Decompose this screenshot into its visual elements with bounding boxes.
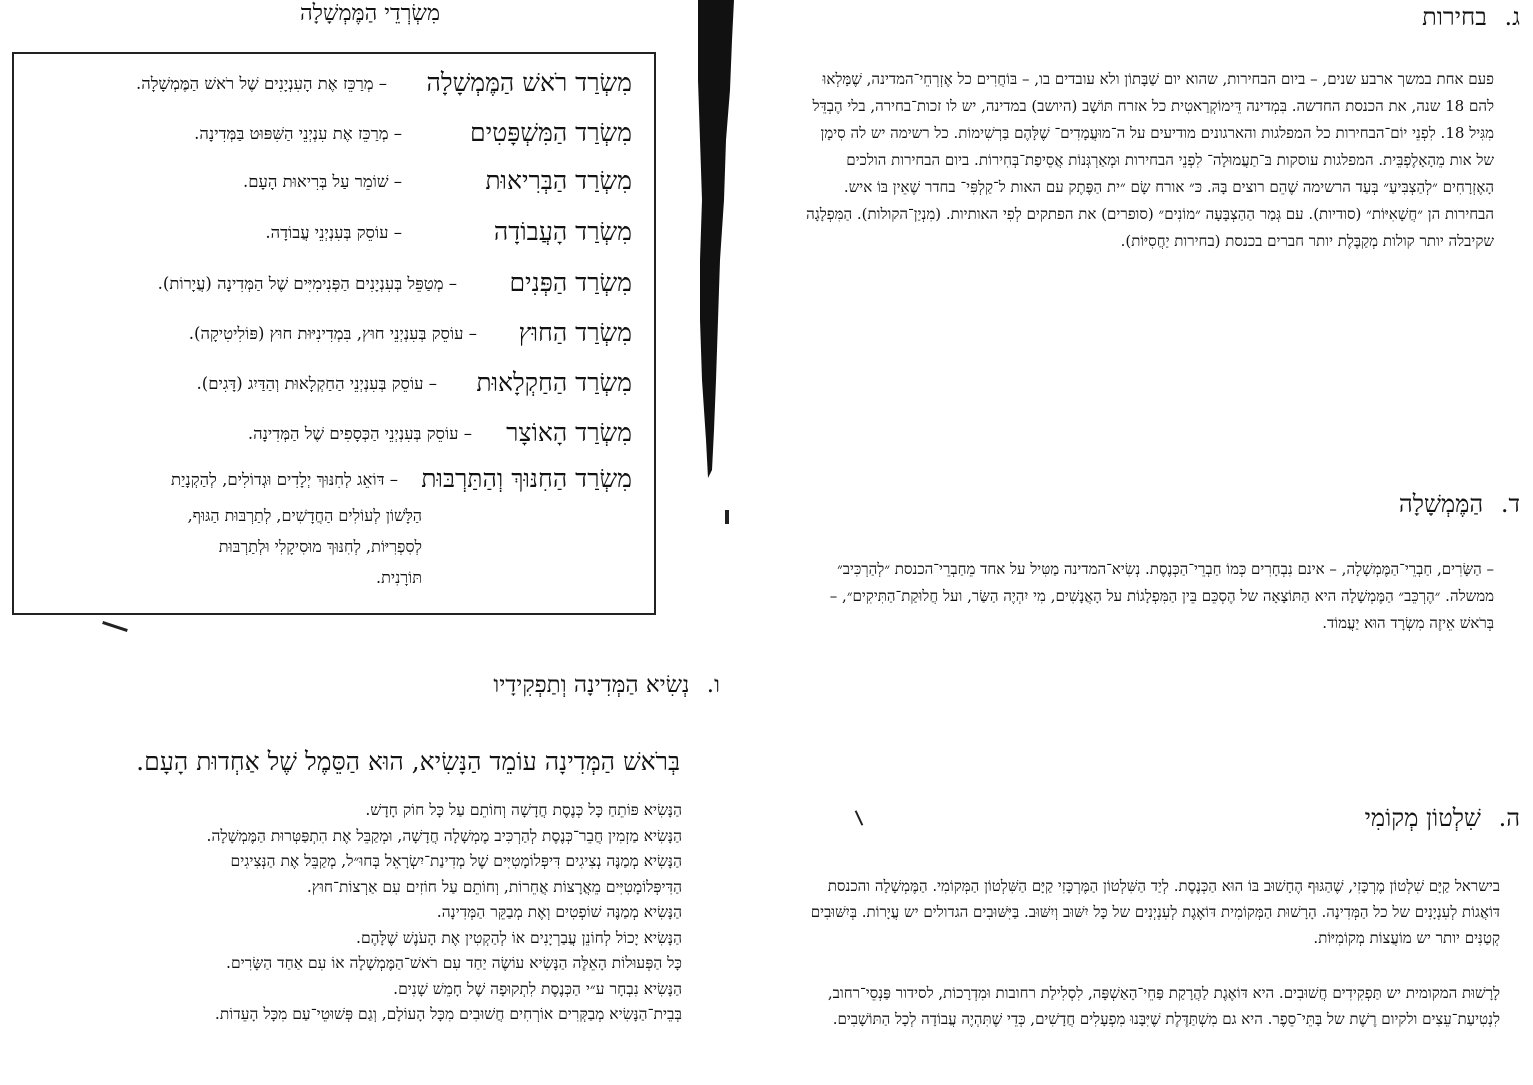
section-title: שִׁלְטוֹן מְקוֹמִי [1364,804,1481,832]
ministry-row [22,166,632,206]
ministry-name: מִשְׂרַד הַחִנּוּךְ וְהַתַּרְבּוּת [421,464,632,493]
ministry-row [22,418,632,458]
ministry-name: מִשְׂרַד רֹאשׁ הַמֶּמְשָׁלָה [426,68,632,97]
section-number: ד. [1500,490,1520,518]
duty-line: הַנָּשִׂיא נִבְחָר ע״י הַכְּנֶסֶת לִתְקוּפָה שֶׁל חָמֵשׁ שָׁנִים. [393,979,682,998]
government-heading [1260,490,1520,519]
duty-line: הַדִּיפְּלוֹמָטִיִּים מֵאֲרָצוֹת אֲחֵרוֹת, וְחוֹתֵם עַל חוֹזִים עִם אַרְצוֹת־חוּץ. [306,877,682,896]
scan-mark [725,510,729,524]
section-number: ה. [1498,804,1520,832]
ministry-row [22,217,632,257]
ministry-name: מִשְׂרַד הָעֲבוֹדָה [493,217,632,246]
ministry-name: מִשְׂרַד הַבְּרִיאוּת [485,166,632,195]
ministry-desc: – מְטַפֵּל בְּעִנְיָנִים הַפְּנִימִיִּים שֶׁל הַמְּדִינָה (עֲיָרוֹת). [157,274,457,293]
ministry-row [22,368,632,408]
binding-shadow [690,0,740,480]
ministry-row [22,464,632,504]
ministry-desc: – מְרַכֵּז אֶת הָעִנְיָנִים שֶׁל רֹאשׁ הַמֶּמְשָׁלָה. [135,74,387,93]
ministry-name: מִשְׂרַד הַמִּשְׁפָּטִים [469,118,632,147]
ministry-name: מִשְׂרַד הַפְּנִים [509,268,632,297]
ministry-extra-line: לְסִפְרִיּוֹת, לְחִנּוּךְ מוּסִיקָלִי וּלְתַרְבּוּת [218,537,422,556]
ministry-name: מִשְׂרַד הַחַקְלָאוּת [476,368,632,397]
ministry-extra-line: תּוֹרָנִית. [376,568,422,587]
ministries-title: מִשְׂרְדֵי הַמֶּמְשָׁלָה [299,1,441,26]
ministry-row [22,68,632,108]
ministry-name: מִשְׂרַד הָאוֹצָר [506,418,632,447]
duty-line: כָּל הַפְּעוּלוֹת הָאֵלֶּה הַנָּשִׂיא עוֹשֶׂה יַחַד עִם רֹאשׁ־הַמֶּמְשָׁלָה אוֹ עִם אַחַד הַשָּׂרִים. [226,954,682,972]
scan-mark [855,810,864,825]
ministry-row [22,318,632,358]
duty-line: הַנָּשִׂיא פּוֹתֵחַ כָּל כְּנֶסֶת חֲדָשָׁה וְחוֹתֵם עַל כָּל חוֹק חָדָשׁ. [365,801,682,819]
duty-line: הַנָּשִׂיא מַזְמִין חֲבֵר־כְּנֶסֶת לְהַרְכִּיב מֶמְשָׁלָה חֲדָשָׁה, וּמְקַבֵּל אֶת הִתְפַּטְּרוּת הַמֶּמְשָׁלָה. [206,826,682,845]
ministry-row [22,268,632,308]
ministry-desc: – דּוֹאֵג לְחִנּוּךְ יְלָדִים וּגְדוֹלִים, לְהַקְנָיַת [171,470,398,489]
ministry-desc: – מְרַכֵּז אֶת עִנְיְנֵי הַשִּׁפּוּט בַּמְּדִינָה. [194,124,402,143]
ministry-row [22,118,632,158]
ministry-desc: – עוֹסֵק בְּעִנְיְנֵי עֲבוֹדָה. [265,223,402,242]
president-intro: בְּרֹאשׁ הַמְּדִינָה עוֹמֵד הַנָּשִׂיא, הוּא הַסֵּמֶל שֶׁל אַחְדוּת הָעָם. [136,747,680,776]
ministry-desc: – עוֹסֵק בְּעִנְיְנֵי הַכְּסָפִים שֶׁל הַמְּדִינָה. [247,424,472,443]
section-title: נְשִׂיא הַמְּדִינָה וְתַפְקִידָיו [493,672,690,698]
president-duties [6,798,682,1028]
ministry-extra-line: הַלָּשׁוֹן לְעוֹלִים הַחֲדָשִׁים, לְתַרְבּוּת הַגּוּף, [187,506,422,525]
scan-mark [102,621,128,632]
ministry-extra-lines [42,500,422,593]
duty-line: הַנָּשִׂיא יָכוֹל לְחוֹנֵן עֲבַרְיָנִים אוֹ לְהַקְטִין אֶת הָעֹנֶשׁ שֶׁלָּהֶם. [356,928,682,947]
elections-paragraph: פעם אחת במשך ארבע שנים, – ביום הבחירות, שהוא יום שַׁבָּתוֹן ולא עובדים בו, – בּוֹחֲרִים כל אֶזְרְחֵי־המדינה, שֶׁמָּלְאוּ להם 18 שנה, את הכנסת החדשה. בִּמְדינה דֵּימוֹקְרַאטִית כל אזרח תּוֹשָׁב (היושב) במדינה, יש לו זכות־בחירה, בלי הֶבְדֵּל מִגִּיל 18. לִפְנֵי יוֹם־הבחירות כל המפלגות והארגונים מודיעים על ה־מוּעֲמָדִים־ שֶׁלָּהֶם בַּרְשִׁימוֹת. כל רשימה יש לה סִימָן של אות מֵהָאָלֶפְבֵּית. המפלגות עוסקות בּ־תַעֲמוּלָה־ לִפְנֵי הבחירות וּמְאַרְגְּנוֹת אֲסֵיפַת־בְּחִירוֹת. ביום הבחירות הולכים הָאֶזְרָחִים ״לְהַצְבִּיעַ״ בְּעַד הרשימה שֶׁהֵם רוצים בָּהּ. כּ״ אורח שָׂם ״ית הַפֶּתֶק עם האות ל־קַלְפִּי־ בחדר שֶׁאֵין בּוֹ איש. הבחירות הן ״חֲשָׁאִיּוֹת״ (סודיות). עם גְּמַר הַהַצְבָּעָה ״מוֹנִים״ (סופרים) את הפתקים לְפִי האותיות. (מִנְיַן־הקולות). הַמִּפְלָגָה שקיבלה יותר קולות מְקַבֶּלֶת יותר חברים בכנסת (בחירות יַחֲסִיּוֹת). [806,70,1494,250]
government-paragraph: – הַשָּׂרִים, חַבְרֵי־הַמֶּמְשָׁלָה, – אינם נִבְחָרִים כְּמוֹ חַבְרֵי־הַכְּנֶסֶת. נְשִׂיא־המדינה מַטִּיל על אחד מֵחַבְרֵי־הכנסת ״לְהַרְכִּיב״ ממשלה. ״הֶרְכֵּב״ הַמֶּמְשָׁלָה היא הַתּוֹצָאָה של הֶסְכֵּם בֵּין הַמִּפְלָגוֹת על הָאֲנָשִׁים, מִי יִהְיֶה הַשַּׂר, ועל חֲלוּקַת־הַתִּיקִים״, – בְּרֹאשׁ אֵיזֶה מִשְׂרָד הוּא יַעֲמוֹד. [829,560,1494,632]
local-government-paragraph: בישראל קַיָּם שִׁלְטוֹן מֶרְכָּזִי, שֶׁהַגּוּף הֶחָשׁוּב בּוֹ הוּא הַכְּנֶסֶת. לְיַד הַשִּׁלְטוֹן הַמֶּרְכָּזִי קַיָּם הַשִּׁלְטוֹן הַמְּקוֹמִי. הַמֶּמְשָׁלָה והכנסת דּוֹאֲגוֹת לְעִנְיָנִים של כל הַמְּדִינָה. הָרָשׁוּת הַמְּקוֹמִית דּוֹאֶגֶת לְעִנְיְנִים של כָּל יִשּׁוּב וְיִשּׁוּב. בַּיִּשּׁוּבִים הגדולים יש עֲיָרוֹת. בְּיִשּׁוּבִים קְטַנִּים יותר יש מוֹעֲצוֹת מְקוֹמִיּוֹת. [810,877,1500,947]
elections-heading [1260,3,1520,32]
section-number: ו. [706,672,720,698]
section-title: הַמֶּמְשָׁלָה [1398,490,1484,518]
duty-line: בְּבֵית־הַנָּשִׂיא מְבַקְּרִים אוֹרְחִים חֲשׁוּבִים מִכָּל הָעוֹלָם, וְגַם פְּשׁוּטֵי־עַם מִכָּל הָעֵדוֹת. [214,1005,682,1023]
ministry-desc: – עוֹסֵק בְּעִנְיְנֵי הַחַקְלָאוּת וְהַדַּיִג (דָּגִים). [196,374,437,393]
ministry-name: מִשְׂרַד הַחוּץ [518,318,632,347]
local-government-heading [1260,804,1520,833]
president-heading [300,672,720,698]
duty-line: הַנָּשִׂיא מְמַנֶּה שׁוֹפְטִים וְאֶת מְבַקֵּר הַמְּדִינָה. [436,903,682,921]
section-number: ג. [1504,3,1520,31]
ministry-desc: – שׁוֹמֵר עַל בְּרִיאוּת הָעָם. [242,172,402,191]
ministries-box [12,52,656,615]
section-title: בחירות [1422,3,1487,31]
ministry-desc: – עוֹסֵק בְּעִנְיְנֵי חוּץ, בִּמְדִינִיּוּת חוּץ (פּוֹלִיטִיקָה). [188,324,477,343]
local-government-paragraph: לָרָשׁוּת המקומית יש תַּפְקִידִים חֲשׁוּבִים. היא דּוֹאֶגֶת לַהֲרָקַת פַּחֵי־הָאַשְׁפָּה, לִסְלִילַת רחובות וּמִדְרָכוֹת, לסידור פַּנְסֵי־רחוב, לִנְטִיעַת־עֵצִים ולקיום רֶשֶׁת של בָּתֵּי־סֵפֶר. היא גם מִשְׁתַּדֶּלֶת שֶׁיִּבָּנוּ מִפְעָלִים חֲדָשִׁים, כְּדֵי שֶׁתִּהְיֶה עֲבוֹדָה לְכָל הַתּוֹשָׁבִים. [827,984,1500,1028]
duty-line: הַנָּשִׂיא מְמַנֶּה נְצִיגִים דִּיפְּלוֹמָטִיִּים שֶׁל מְדִינַת־יִשְׂרָאֵל בְּחוּ״ל, מְקַבֵּל אֶת הַנְּצִיגִים [230,852,682,870]
